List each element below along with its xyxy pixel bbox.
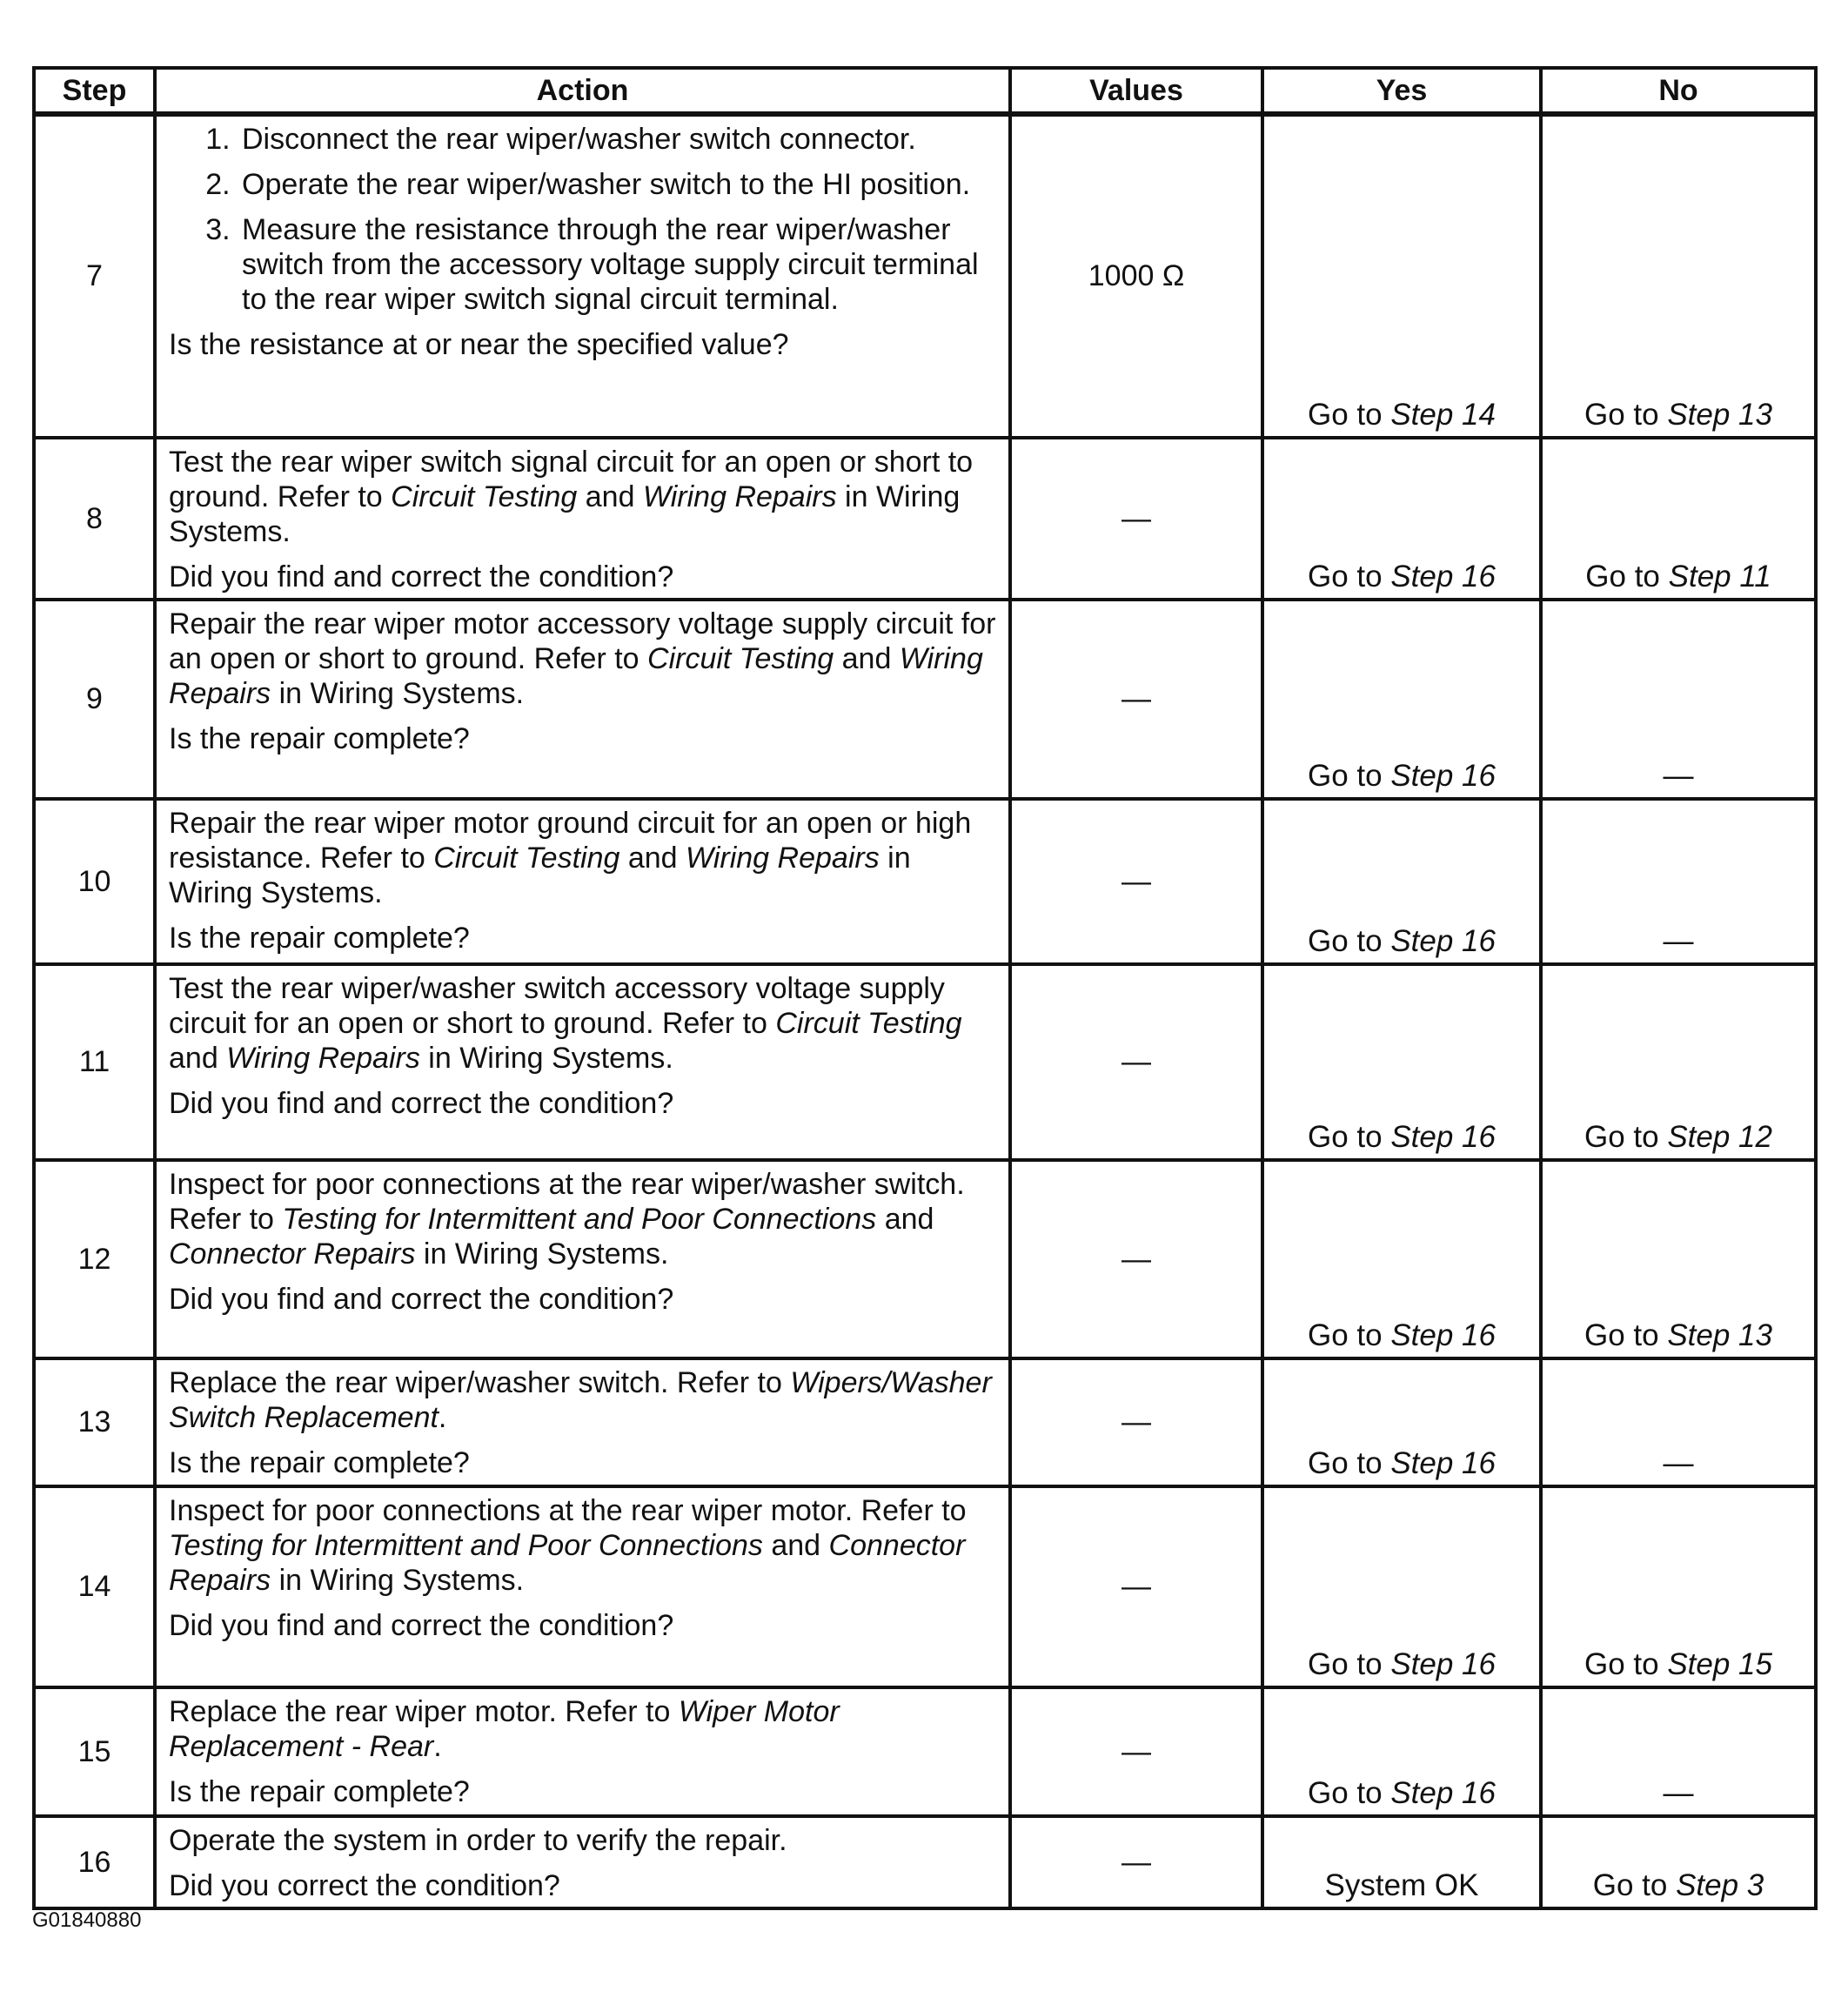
step-number: 13: [34, 1358, 155, 1486]
action-text: [169, 1365, 996, 1435]
result-step-target: Step 16: [1390, 1446, 1496, 1480]
action-question: Is the repair complete?: [169, 722, 470, 755]
value-cell: —: [1010, 964, 1262, 1160]
header-yes: Yes: [1262, 68, 1541, 114]
header-action: Action: [155, 68, 1010, 114]
action-text: [169, 1823, 996, 1858]
action-text-segment: in Wiring Systems.: [271, 1564, 525, 1597]
table-row: [34, 438, 1816, 600]
result-step-target: Step 12: [1667, 1120, 1772, 1154]
table-row: [34, 600, 1816, 799]
instruction-item: 2. Operate the rear wiper/washer switch to the HI position.: [238, 167, 996, 202]
action-text: [169, 1694, 996, 1764]
table-row: [34, 1816, 1816, 1908]
action-cell: [155, 1687, 1010, 1816]
action-text: [169, 806, 996, 910]
result-step-target: Step 16: [1390, 924, 1496, 958]
action-text-segment: Replace the rear wiper motor. Refer to: [169, 1695, 679, 1728]
reference-link-text: Circuit Testing: [433, 842, 620, 875]
action-text-segment: in Wiring Systems.: [415, 1237, 669, 1271]
value-cell: —: [1010, 438, 1262, 600]
result-step-target: Step 13: [1667, 398, 1772, 432]
action-question: Did you find and correct the condition?: [169, 1087, 674, 1120]
action-text-segment: and: [619, 842, 686, 875]
result-prefix: Go to: [1308, 560, 1391, 593]
action-text-segment: and: [762, 1529, 829, 1562]
action-text: [169, 1493, 996, 1598]
yes-cell: [1262, 114, 1541, 438]
no-cell: [1541, 114, 1816, 438]
action-text-segment: and: [834, 642, 900, 675]
action-cell: [155, 1160, 1010, 1358]
result-text: System OK: [1324, 1868, 1479, 1902]
action-text-segment: Test the rear wiper switch signal circuit for an open or short to ground. Refer to: [169, 446, 974, 513]
action-question: Did you correct the condition?: [169, 1869, 560, 1902]
result-prefix: Go to: [1308, 1446, 1391, 1480]
action-question: Did you find and correct the condition?: [169, 1283, 674, 1316]
result-text: —: [1663, 1446, 1694, 1480]
action-question: Is the repair complete?: [169, 922, 470, 955]
step-number: 11: [34, 964, 155, 1160]
table-row: [34, 799, 1816, 964]
action-text-segment: .: [433, 1730, 442, 1763]
value-cell: —: [1010, 600, 1262, 799]
header-values: Values: [1010, 68, 1262, 114]
result-prefix: Go to: [1584, 1120, 1668, 1154]
no-cell: [1541, 1358, 1816, 1486]
action-question: Is the repair complete?: [169, 1775, 470, 1808]
reference-link-text: Testing for Intermittent and Poor Connections: [282, 1203, 877, 1236]
result-step-target: Step 16: [1390, 1647, 1496, 1681]
step-number: 9: [34, 600, 155, 799]
yes-cell: [1262, 1160, 1541, 1358]
table-body: [34, 114, 1816, 1908]
yes-cell: [1262, 964, 1541, 1160]
action-text: [169, 971, 996, 1076]
reference-link-text: Testing for Intermittent and Poor Connections: [169, 1529, 763, 1562]
reference-link-text: Wiring Repairs: [686, 842, 880, 875]
result-step-target: Step 14: [1390, 398, 1496, 432]
action-question: Did you find and correct the condition?: [169, 560, 674, 593]
action-text-segment: Inspect for poor connections at the rear wiper/washer switch. Refer to: [169, 1168, 965, 1236]
action-cell: [155, 799, 1010, 964]
value-cell: —: [1010, 1486, 1262, 1687]
step-number: 15: [34, 1687, 155, 1816]
action-question: Did you find and correct the condition?: [169, 1609, 674, 1642]
action-question: Is the resistance at or near the specified value?: [169, 328, 789, 361]
result-prefix: Go to: [1308, 1120, 1391, 1154]
reference-link-text: Circuit Testing: [647, 642, 834, 675]
no-cell: [1541, 1160, 1816, 1358]
action-text-segment: and: [169, 1042, 227, 1075]
result-step-target: Step 15: [1667, 1647, 1772, 1681]
value-cell: —: [1010, 799, 1262, 964]
action-text: [169, 607, 996, 711]
result-step-target: Step 16: [1390, 1318, 1496, 1352]
result-prefix: Go to: [1585, 560, 1669, 593]
action-text-segment: in Wiring Systems.: [419, 1042, 673, 1075]
value-cell: —: [1010, 1687, 1262, 1816]
table-row: [34, 1358, 1816, 1486]
result-step-target: Step 13: [1667, 1318, 1772, 1352]
result-prefix: Go to: [1308, 1318, 1391, 1352]
reference-link-text: Wipers/Washer Switch Replacement: [169, 1366, 992, 1434]
action-cell: [155, 964, 1010, 1160]
table-row: [34, 1486, 1816, 1687]
result-prefix: Go to: [1308, 759, 1391, 793]
header-row: [34, 68, 1816, 114]
action-text-segment: in Wiring Systems.: [169, 842, 911, 909]
table-row: [34, 1687, 1816, 1816]
instruction-list: [169, 122, 996, 317]
action-cell: [155, 1358, 1010, 1486]
action-text-segment: Repair the rear wiper motor ground circuit for an open or high resistance. Refer to: [169, 807, 972, 875]
header-no: No: [1541, 68, 1816, 114]
yes-cell: [1262, 600, 1541, 799]
action-text-segment: Replace the rear wiper/washer switch. Refer to: [169, 1366, 791, 1399]
no-cell: [1541, 964, 1816, 1160]
no-cell: [1541, 438, 1816, 600]
result-prefix: Go to: [1584, 398, 1668, 432]
result-prefix: Go to: [1308, 398, 1391, 432]
yes-cell: [1262, 1816, 1541, 1908]
result-prefix: Go to: [1584, 1647, 1668, 1681]
action-text-segment: in Wiring Systems.: [169, 480, 961, 548]
header-step: Step: [34, 68, 155, 114]
action-text: [169, 445, 996, 549]
result-step-target: Step 16: [1390, 1120, 1496, 1154]
action-text-segment: in Wiring Systems.: [271, 677, 525, 710]
action-cell: [155, 1486, 1010, 1687]
yes-cell: [1262, 438, 1541, 600]
result-text: —: [1663, 759, 1694, 793]
table-row: [34, 1160, 1816, 1358]
result-step-target: Step 11: [1668, 560, 1771, 593]
action-question: Is the repair complete?: [169, 1446, 470, 1479]
reference-link-text: Wiper Motor Replacement - Rear: [169, 1695, 840, 1763]
no-cell: [1541, 1816, 1816, 1908]
instruction-item: 3. Measure the resistance through the rear wiper/washer switch from the accessory voltage supply circuit terminal to the rear wiper switch signal circuit terminal.: [238, 212, 996, 317]
action-text-segment: Repair the rear wiper motor accessory voltage supply circuit for an open or short to ground. Refer to: [169, 607, 996, 675]
result-prefix: Go to: [1308, 1647, 1391, 1681]
step-number: 12: [34, 1160, 155, 1358]
step-number: 7: [34, 114, 155, 438]
no-cell: [1541, 799, 1816, 964]
reference-link-text: Circuit Testing: [391, 480, 578, 513]
value-cell: 1000 Ω: [1010, 114, 1262, 438]
result-step-target: Step 16: [1390, 560, 1496, 593]
result-text: —: [1663, 924, 1694, 958]
result-step-target: Step 3: [1676, 1868, 1764, 1902]
action-text: [169, 1167, 996, 1271]
yes-cell: [1262, 799, 1541, 964]
result-prefix: Go to: [1308, 1776, 1391, 1810]
no-cell: [1541, 1486, 1816, 1687]
action-text-segment: .: [438, 1401, 447, 1434]
action-text-segment: Operate the system in order to verify the repair.: [169, 1824, 787, 1857]
result-prefix: Go to: [1308, 924, 1391, 958]
step-number: 16: [34, 1816, 155, 1908]
action-cell: [155, 114, 1010, 438]
yes-cell: [1262, 1486, 1541, 1687]
diagnostic-table: [32, 66, 1818, 1910]
action-text-segment: Test the rear wiper/washer switch accessory voltage supply circuit for an open or short to ground. Refer to: [169, 972, 945, 1040]
result-text: —: [1663, 1776, 1694, 1810]
instruction-item: 1. Disconnect the rear wiper/washer switch connector.: [238, 122, 996, 157]
action-cell: [155, 1816, 1010, 1908]
yes-cell: [1262, 1358, 1541, 1486]
step-number: 8: [34, 438, 155, 600]
value-cell: —: [1010, 1816, 1262, 1908]
value-cell: —: [1010, 1160, 1262, 1358]
yes-cell: [1262, 1687, 1541, 1816]
step-number: 10: [34, 799, 155, 964]
reference-link-text: Wiring Repairs: [642, 480, 837, 513]
value-cell: —: [1010, 1358, 1262, 1486]
table-row: [34, 964, 1816, 1160]
no-cell: [1541, 600, 1816, 799]
result-step-target: Step 16: [1390, 1776, 1496, 1810]
figure-id: G01840880: [32, 1908, 142, 1932]
reference-link-text: Connector Repairs: [169, 1529, 966, 1597]
no-cell: [1541, 1687, 1816, 1816]
action-text-segment: Inspect for poor connections at the rear wiper motor. Refer to: [169, 1494, 967, 1527]
action-text-segment: and: [876, 1203, 934, 1236]
table-row: [34, 114, 1816, 438]
reference-link-text: Connector Repairs: [169, 1237, 416, 1271]
action-cell: [155, 438, 1010, 600]
reference-link-text: Circuit Testing: [775, 1007, 962, 1040]
step-number: 14: [34, 1486, 155, 1687]
result-prefix: Go to: [1584, 1318, 1668, 1352]
action-text-segment: and: [577, 480, 643, 513]
result-prefix: Go to: [1592, 1868, 1677, 1902]
action-cell: [155, 600, 1010, 799]
result-step-target: Step 16: [1390, 759, 1496, 793]
reference-link-text: Wiring Repairs: [226, 1042, 420, 1075]
reference-link-text: Wiring Repairs: [169, 642, 983, 710]
